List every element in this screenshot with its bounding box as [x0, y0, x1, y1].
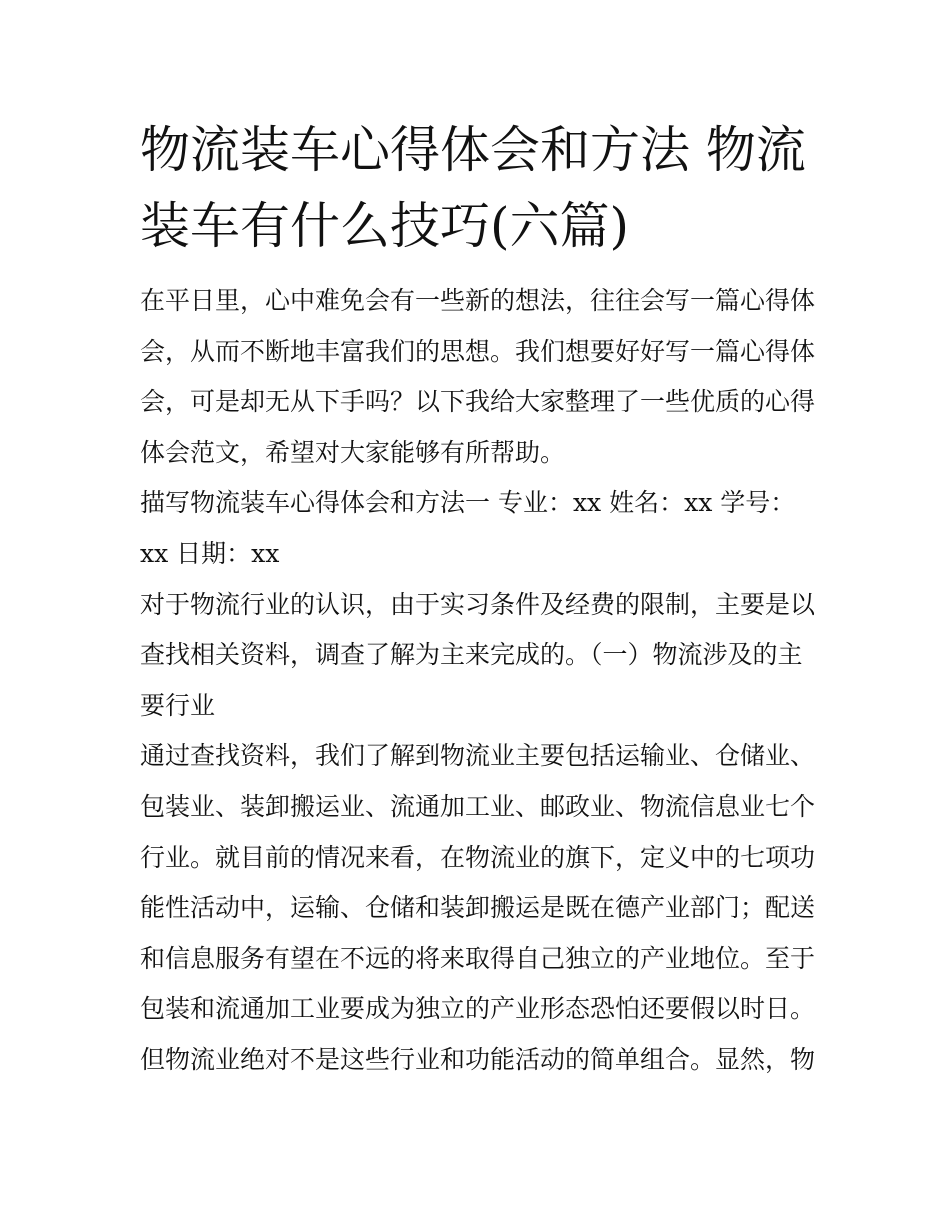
document-body [140, 276, 820, 1086]
paragraph-industry-details: 通过查找资料，我们了解到物流业主要包括运输业、仓储业、包装业、装卸搬运业、流通加工业、邮政业、物流信息业七个行业。就目前的情况来看，在物流业的旗下，定义中的七项功能性活动中，运输、仓储和装卸搬运是既在德产业部门；配送和信息服务有望在不远的将来取得自己独立的产业地位。至于包装和流通加工业要成为独立的产业形态恐怕还要假以时日。但物流业绝对不是这些行业和功能活动的简单组合。显然，物 [140, 741, 816, 1074]
paragraph-heading-info: 描写物流装车心得体会和方法一 专业：xx 姓名：xx 学号：xx 日期：xx [140, 488, 796, 568]
paragraph-industry-recognition: 对于物流行业的认识，由于实习条件及经费的限制，主要是以查找相关资料，调查了解为主来完成的。（一）物流涉及的主要行业 [140, 589, 816, 720]
document-title: 物流装车心得体会和方法 物流装车有什么技巧(六篇) [140, 121, 806, 255]
paragraph-intro: 在平日里，心中难免会有一些新的想法，往往会写一篇心得体会，从而不断地丰富我们的思想。我们想要好好写一篇心得体会，可是却无从下手吗？以下我给大家整理了一些优质的心得体会范文，希望对大家能够有所帮助。 [140, 286, 816, 467]
